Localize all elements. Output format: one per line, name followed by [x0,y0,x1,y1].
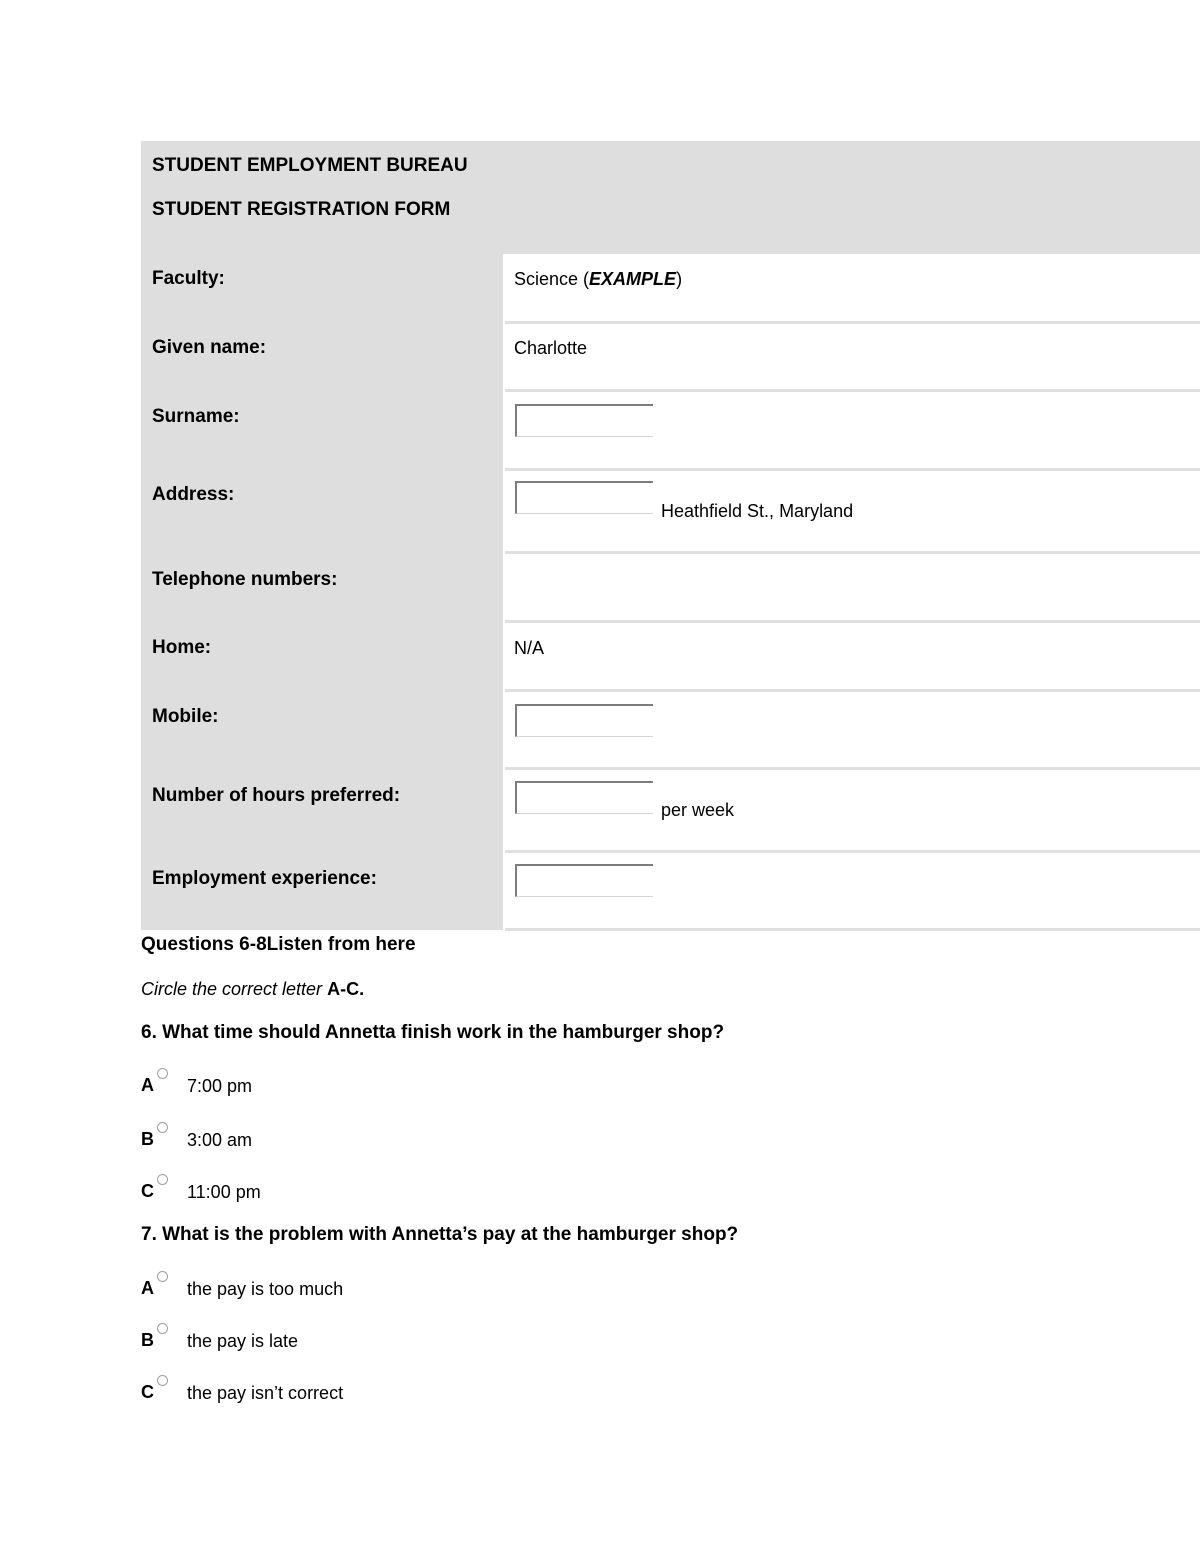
question-6: 6. What time should Annetta finish work in the hamburger shop? [141,1022,725,1043]
experience-input[interactable] [515,864,653,897]
surname-label: Surname: [152,406,240,427]
address-suffix: Heathfield St., Maryland [661,501,854,521]
mobile-label: Mobile: [152,706,219,727]
radio-icon[interactable] [157,1174,168,1185]
faculty-value-cell [505,255,1200,324]
radio-icon[interactable] [157,1068,168,1079]
surname-value-cell [505,392,1200,471]
faculty-value: Science (EXAMPLE) [514,269,683,289]
hours-value-cell [505,770,1200,853]
given-name-label: Given name: [152,337,267,358]
home-label: Home: [152,637,212,658]
experience-value-cell [505,853,1200,931]
address-value-cell [505,471,1200,554]
hours-input[interactable] [515,781,653,814]
radio-icon[interactable] [157,1323,168,1334]
option-text: 7:00 pm [187,1076,253,1096]
bureau-title: STUDENT EMPLOYMENT BUREAU [152,155,468,176]
option-letter: B [141,1129,154,1149]
form-title: STUDENT REGISTRATION FORM [152,199,451,220]
home-value-cell [505,623,1200,692]
option-letter: C [141,1181,154,1201]
option-text: 11:00 pm [187,1182,261,1202]
telephone-label: Telephone numbers: [152,569,338,590]
given-name-value-cell [505,324,1200,392]
option-text: 3:00 am [187,1130,253,1150]
hours-label: Number of hours preferred: [152,785,401,806]
question-7: 7. What is the problem with Annetta’s pay at the hamburger shop? [141,1224,739,1245]
instruction-text: Circle the correct letter A-C. [141,979,365,999]
option-text: the pay isn’t correct [187,1383,344,1403]
radio-icon[interactable] [157,1375,168,1386]
home-value: N/A [514,638,545,658]
surname-input[interactable] [515,404,653,437]
option-text: the pay is late [187,1331,299,1351]
given-name-value: Charlotte [514,338,588,358]
faculty-label: Faculty: [152,268,225,289]
telephone-value-cell [505,554,1200,623]
experience-label: Employment experience: [152,868,377,889]
option-letter: A [141,1278,154,1298]
questions-title: Questions 6-8Listen from here [141,934,416,955]
option-letter: B [141,1330,154,1350]
hours-suffix: per week [661,800,735,820]
radio-icon[interactable] [157,1122,168,1133]
mobile-input[interactable] [515,704,653,737]
address-input[interactable] [515,481,653,514]
address-label: Address: [152,484,235,505]
option-letter: A [141,1075,154,1095]
radio-icon[interactable] [157,1271,168,1282]
mobile-value-cell [505,692,1200,770]
option-letter: C [141,1382,154,1402]
option-text: the pay is too much [187,1279,344,1299]
form-header [141,141,1200,254]
